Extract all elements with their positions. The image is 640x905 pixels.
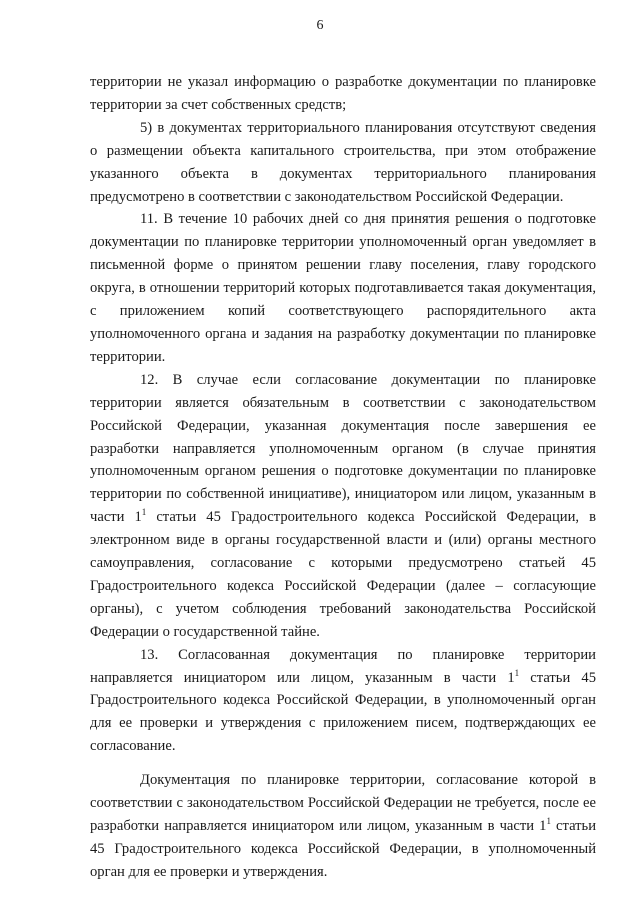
paragraph-text: статьи 45 Градостроительного кодекса Российской Федерации, в уполномоченный орган для ее проверки и утверждения. (90, 818, 597, 880)
document-body (90, 71, 596, 884)
paragraph-text: статьи 45 Градостроительного кодекса Российской Федерации, в уполномоченный орган для ее проверки и утверждения с приложением писем, подтверждающих ее согласование. (90, 669, 596, 755)
paragraph-text: 5) в документах территориального планирования отсутствуют сведения о размещении объекта капитального строительства, при этом отображение указанного объекта в документах территориального планирования предусмотрено в соответствии с законодательством Российской Федерации. (90, 119, 596, 205)
superscript: 1 (546, 816, 551, 827)
page-number: 6 (316, 18, 324, 33)
paragraph-text: 11. В течение 10 рабочих дней со дня принятия решения о подготовке документации по планировке территории уполномоченный орган уведомляет в письменной форме о принятом решении главу поселения, главу городского округа, в отношении территорий которых подготавливается такая документация, с приложением копий соответствующего распорядительного акта уполномоченного органа и задания на разработку документации по планировке территории. (90, 211, 596, 365)
paragraph-clause-11 (90, 208, 596, 368)
superscript: 1 (141, 507, 147, 518)
paragraph-clause-12 (90, 369, 596, 644)
paragraph-text: Документация по планировке территории, согласование которой в соответствии с законодательством Российской Федерации не требуется, после ее разработки направляется инициатором или лицом, указанным в части 1 (90, 772, 596, 834)
paragraph-text: 13. Согласованная документация по планировке территории направляется инициатором или лицом, указанным в части 1 (90, 646, 596, 686)
paragraph-text: 12. В случае если согласование документации по планировке территории является обязательным в соответствии с законодательством Российской Федерации, указанная документация после завершения ее разработки направляется уполномоченным органом (в случае принятия уполномоченным органом решения о подготовке документации по планировке территории по собственной инициативе), инициатором или лицом, указанным в части 1 (90, 371, 596, 526)
paragraph-text: статьи 45 Градостроительного кодекса Российской Федерации, в электронном виде в органы государственной власти и (или) органы местного самоуправления, согласование с которыми предусмотрено статьей 45 Градостроительного кодекса Российской Федерации (далее – согласующие органы), с учетом соблюдения требований законодательства Российской Федерации о государственной тайне. (90, 509, 596, 640)
paragraph-clause-13 (90, 644, 596, 759)
paragraph-clause-13-continued (90, 769, 596, 884)
paragraph-continuation (90, 71, 596, 117)
paragraph-text: территории не указал информацию о разработке документации по планировке территории за счет собственных средств; (90, 74, 596, 113)
superscript: 1 (514, 667, 520, 678)
paragraph-item-5 (90, 117, 596, 209)
